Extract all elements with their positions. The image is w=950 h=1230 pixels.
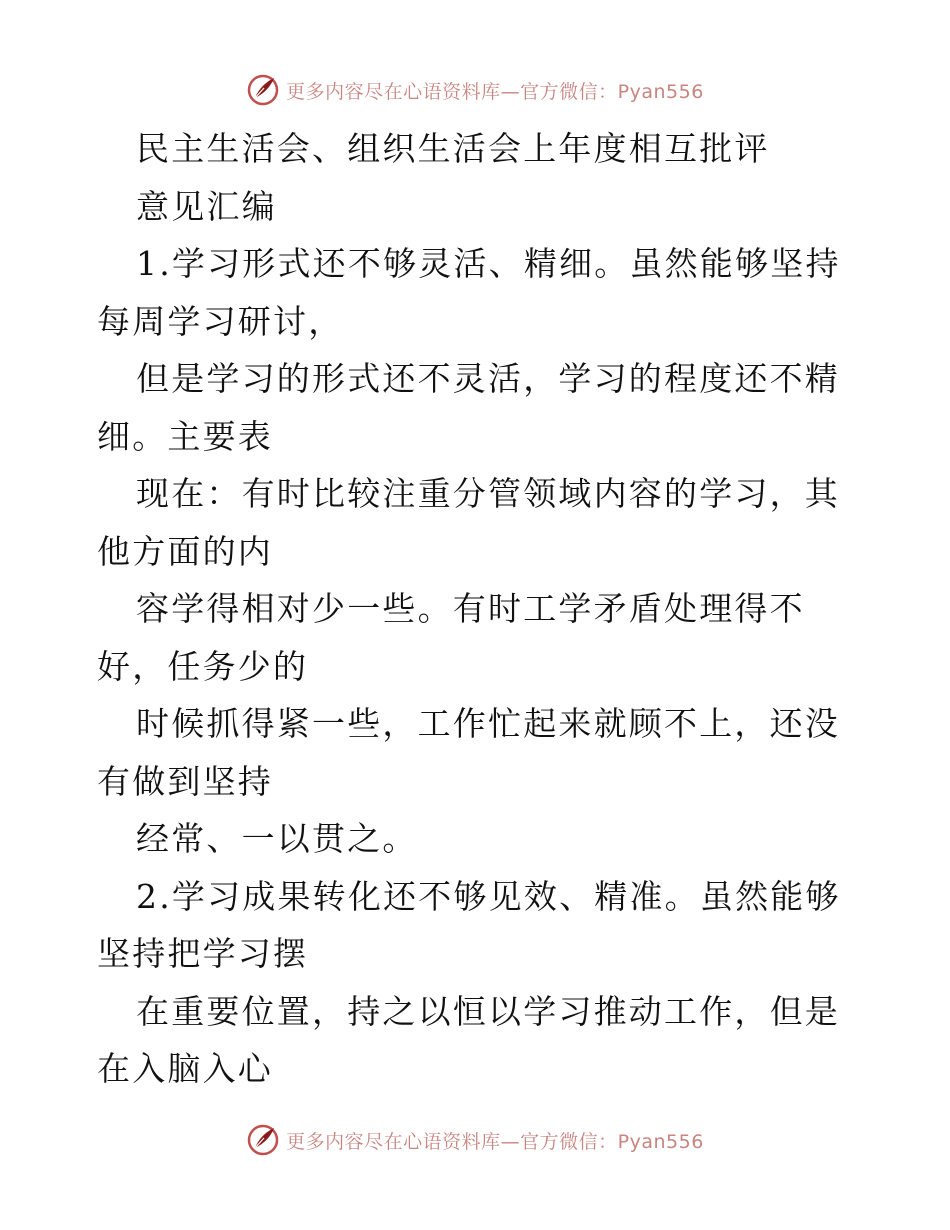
document-body (97, 120, 857, 1098)
doc-paragraph-6: 经常、一以贯之。 (136, 819, 418, 858)
doc-title-line-1: 民主生活会、组织生活会上年度相互批评 (136, 129, 770, 168)
doc-paragraph-3: 现在：有时比较注重分管领域内容的学习，其他方面的内 (97, 474, 840, 571)
watermark-text: 更多内容尽在心语资料库—官方微信：Pyan556 (286, 80, 704, 103)
watermark-banner-top (0, 70, 950, 110)
watermark-banner-bottom (0, 1120, 950, 1160)
feather-pen-icon (246, 73, 280, 107)
doc-paragraph-1: 1.学习形式还不够灵活、精细。虽然能够坚持每周学习研讨， (97, 244, 841, 341)
doc-paragraph-2: 但是学习的形式还不灵活，学习的程度还不精细。主要表 (97, 359, 840, 456)
watermark-text: 更多内容尽在心语资料库—官方微信：Pyan556 (286, 1130, 704, 1153)
doc-paragraph-8: 在重要位置，持之以恒以学习推动工作，但是在入脑入心 (97, 991, 840, 1088)
feather-pen-icon (246, 1123, 280, 1157)
doc-paragraph-7: 2.学习成果转化还不够见效、精准。虽然能够坚持把学习摆 (97, 876, 841, 973)
doc-paragraph-5: 时候抓得紧一些，工作忙起来就顾不上，还没有做到坚持 (97, 704, 840, 801)
doc-paragraph-4: 容学得相对少一些。有时工学矛盾处理得不好，任务少的 (97, 589, 805, 686)
doc-title-line-2: 意见汇编 (136, 186, 277, 226)
